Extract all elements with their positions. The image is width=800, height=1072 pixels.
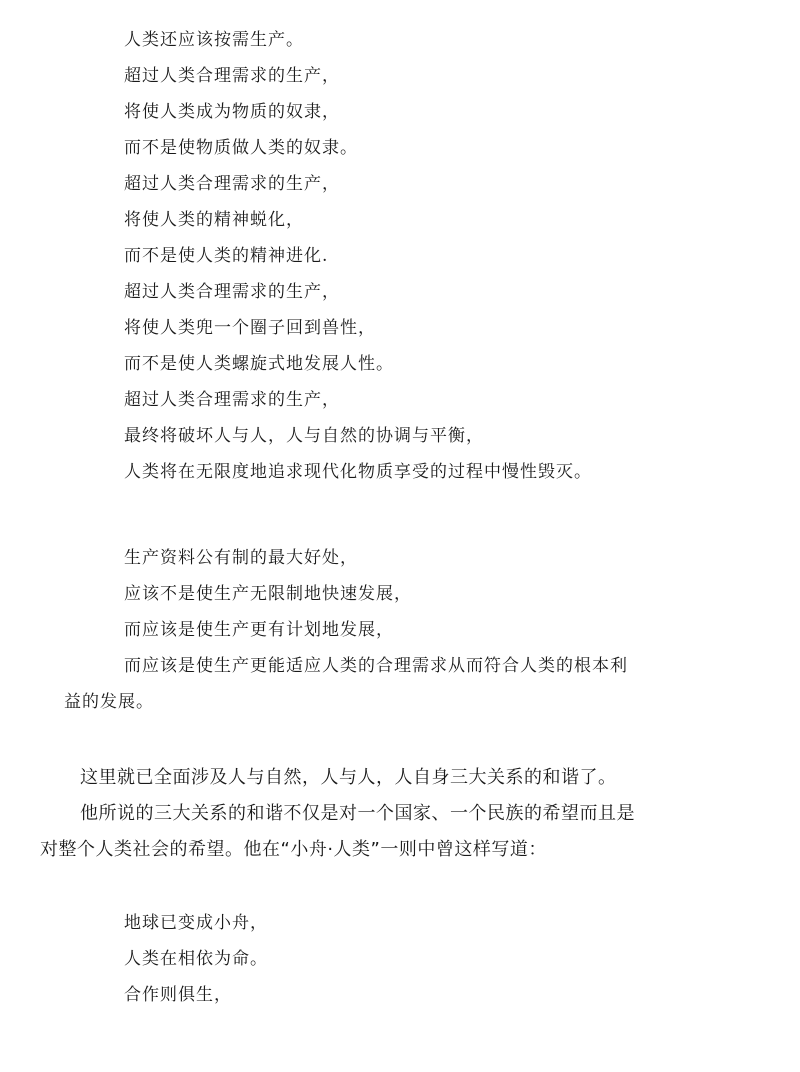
poem1-line: 超过人类合理需求的生产，: [124, 66, 340, 86]
poem2-line: 而应该是使生产更能适应人类的合理需求从而符合人类的根本利: [124, 656, 628, 676]
prose-line: 对整个人类社会的希望。他在“小舟·人类”一则中曾这样写道：: [40, 839, 547, 860]
poem1-line: 而不是使物质做人类的奴隶。: [124, 138, 358, 158]
poem2-line: 应该不是使生产无限制地快速发展，: [124, 584, 412, 604]
prose-line: 这里就已全面涉及人与自然，人与人，人自身三大关系的和谐了。: [80, 767, 617, 788]
poem1-line: 超过人类合理需求的生产，: [124, 174, 340, 194]
poem2-line: 而应该是使生产更有计划地发展，: [124, 620, 394, 640]
poem1-line: 将使人类兜一个圈子回到兽性，: [124, 318, 376, 338]
poem3-line: 人类在相依为命。: [124, 949, 268, 969]
poem1-line: 人类还应该按需生产。: [124, 30, 304, 50]
poem1-line: 超过人类合理需求的生产，: [124, 390, 340, 410]
poem1-line: 将使人类成为物质的奴隶，: [124, 102, 340, 122]
prose-line: 他所说的三大关系的和谐不仅是对一个国家、一个民族的希望而且是: [80, 803, 635, 824]
poem1-line: 而不是使人类的精神进化.: [124, 246, 329, 266]
poem1-line: 而不是使人类螺旋式地发展人性。: [124, 354, 394, 374]
poem1-line: 最终将破坏人与人，人与自然的协调与平衡，: [124, 426, 484, 446]
poem1-line: 人类将在无限度地追求现代化物质享受的过程中慢性毁灭。: [124, 462, 592, 482]
poem3-line: 合作则俱生，: [124, 985, 232, 1005]
poem2-line: 生产资料公有制的最大好处，: [124, 548, 358, 568]
poem1-line: 将使人类的精神蜕化，: [124, 210, 304, 230]
poem2-line: 益的发展。: [64, 692, 154, 712]
poem3-line: 地球已变成小舟，: [124, 913, 268, 933]
poem1-line: 超过人类合理需求的生产，: [124, 282, 340, 302]
